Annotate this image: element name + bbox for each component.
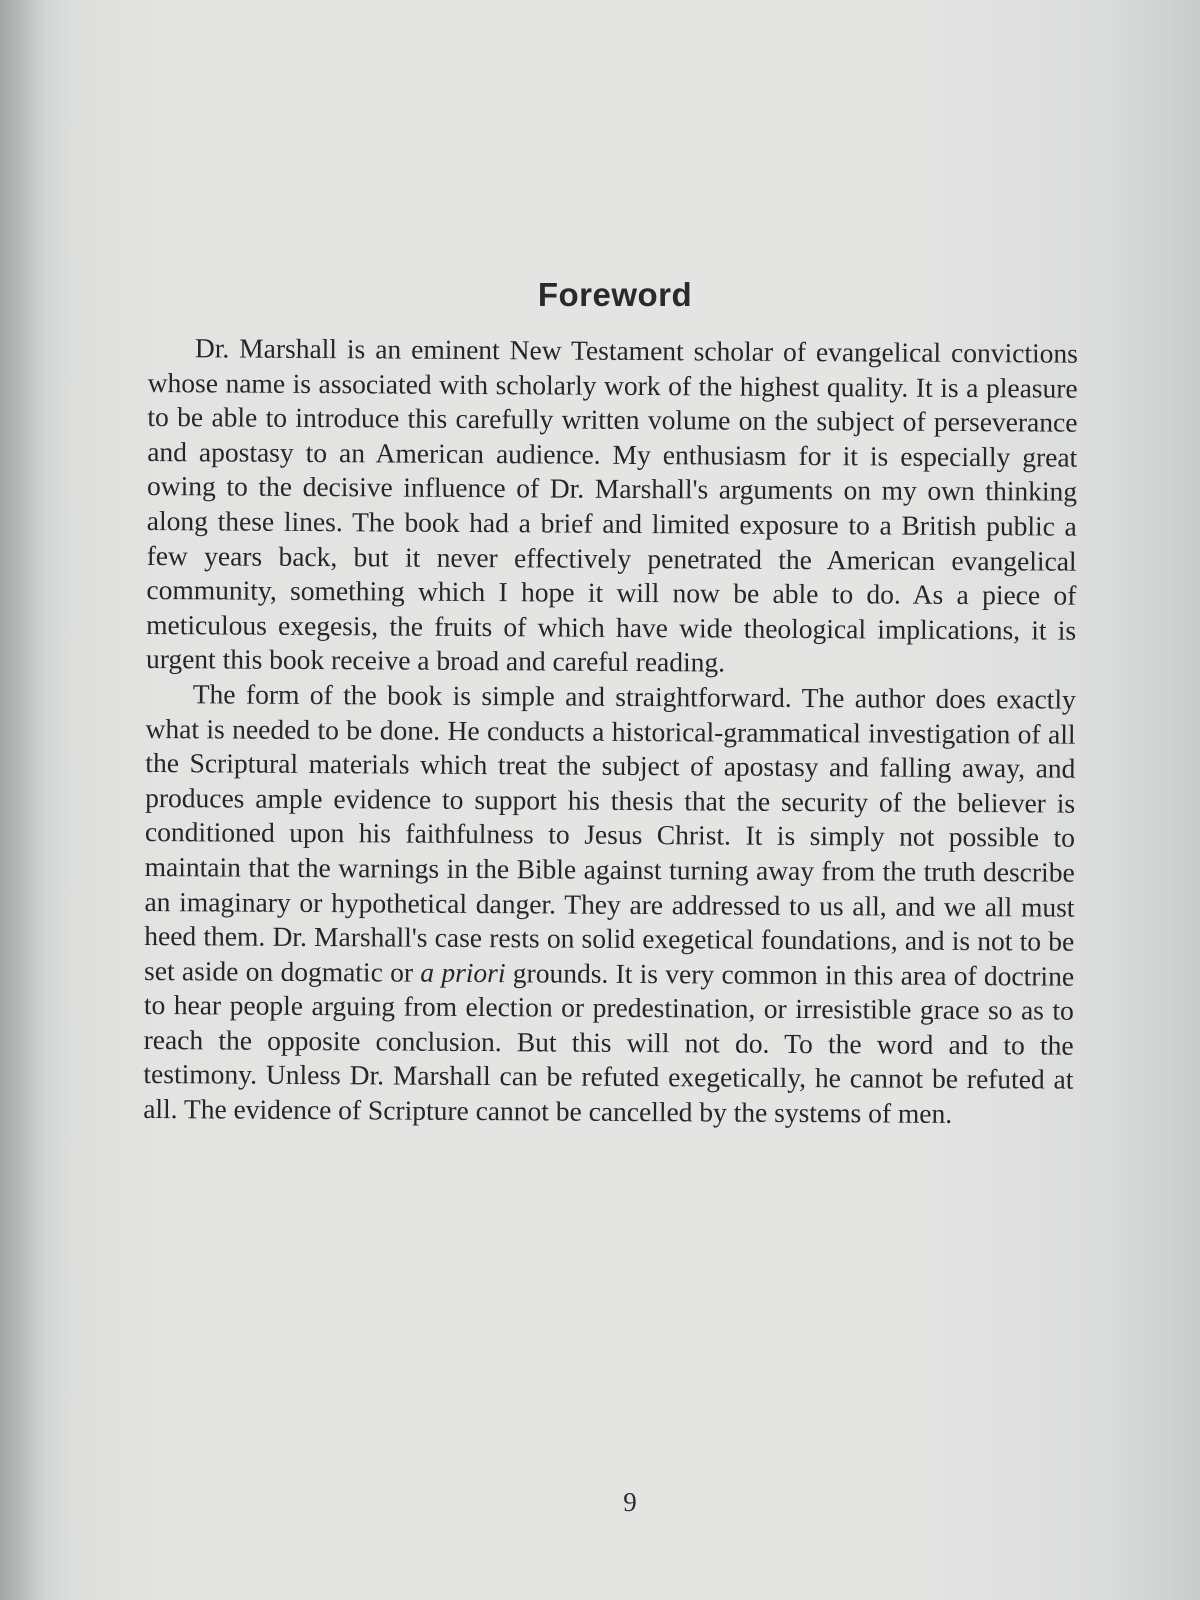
paragraph-2-start: The form of the book is simple and straightforward. The author does exactly what is needed to be done. He conducts a historical-grammatical investigation of all the Scriptural materials which treat the subject of apostasy and falling away, and produces ample evidence to support his thesis that the security of the believer is conditioned upon his faithfulness to Jesus Christ. It is simply not possible to maintain that the warnings in the Bible against turning away from the truth describe an imaginary or hypothetical danger. They are addressed to us all, and we all must heed them. Dr. Marshall's case rests on solid exegetical foundations, and is not to be set aside on dogmatic or — [144, 678, 1076, 988]
page-title: Foreword — [537, 276, 693, 313]
paragraph-1: Dr. Marshall is an eminent New Testament scholar of evangelical convictions whose name is associated with scholarly work of the highest quality. It is a pleasure to be able to introduce this carefully written volume on the subject of perseverance and apostasy to an American audience. My enthusiasm for it is especially great owing to the decisive influence of Dr. Marshall's arguments on my own thinking along these lines. The book had a brief and limited exposure to a British public a few years back, but it never effectively penetrated the American evangelical community, something which I hope it will now be able to do. As a piece of meticulous exegesis, the fruits of which have wide theological implications, it is urgent this book receive a broad and careful reading. — [145, 332, 1078, 678]
foreword-body — [143, 331, 1078, 1132]
italic-phrase: a priori — [420, 956, 506, 988]
paragraph-2 — [143, 677, 1076, 1132]
page-number: 9 — [623, 1487, 637, 1517]
paragraph-2-end: grounds. It is very common in this area of doctrine to hear people arguing from election or predestination, or irresistible grace so as to reach the opposite conclusion. But this will not do. To the word and to the testimony. Unless Dr. Marshall can be refuted exegetically, he cannot be refuted at all. The evidence of Scripture cannot be cancelled by the systems of men. — [143, 956, 1075, 1129]
